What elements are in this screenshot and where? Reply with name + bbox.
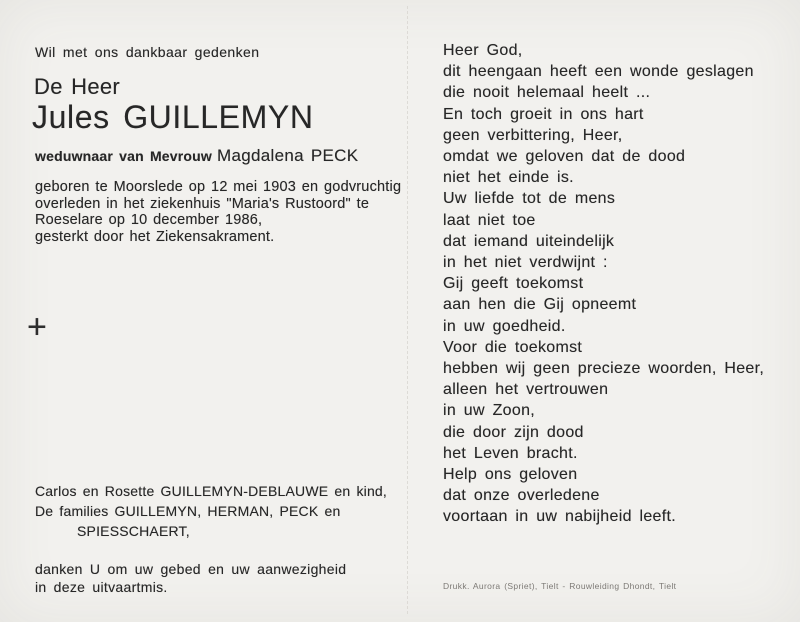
prayer-line: aan hen die Gij opneemt bbox=[443, 296, 637, 314]
prayer-line: in uw Zoon, bbox=[443, 402, 536, 420]
prayer-line: alleen het vertrouwen bbox=[443, 381, 609, 399]
deceased-name: Jules GUILLEMYN bbox=[32, 99, 314, 135]
prayer-line: Uw liefde tot de mens bbox=[443, 190, 616, 208]
prayer-line: in uw goedheid. bbox=[443, 317, 566, 335]
prayer-line: dat iemand uiteindelijk bbox=[443, 232, 615, 250]
biography-line: Roeselare op 10 december 1986, bbox=[35, 212, 263, 228]
prayer-line: die door zijn dood bbox=[443, 423, 584, 441]
prayer-line: laat niet toe bbox=[443, 211, 536, 229]
biography-paragraph bbox=[35, 179, 401, 245]
prayer-line: En toch groeit in ons hart bbox=[443, 105, 644, 123]
center-fold-line bbox=[407, 6, 408, 614]
prayer-line: Voor die toekomst bbox=[443, 338, 583, 356]
thanks-line: danken U om uw gebed en uw aanwezigheid bbox=[35, 561, 347, 577]
spouse-line bbox=[35, 146, 358, 166]
acknowledgement-paragraph bbox=[35, 481, 387, 541]
cross-icon: + bbox=[27, 308, 47, 346]
prayer-line: dat onze overledene bbox=[443, 487, 600, 505]
biography-line: geboren te Moorslede op 12 mei 1903 en godvruchtig bbox=[35, 179, 402, 195]
prayer-line: Help ons geloven bbox=[443, 466, 578, 484]
biography-line: gesterkt door het Ziekensakrament. bbox=[35, 228, 275, 245]
prayer-line: hebben wij geen precieze woorden, Heer, bbox=[443, 360, 765, 378]
prayer-line: Gij geeft toekomst bbox=[443, 275, 584, 293]
prayer-line: het Leven bracht. bbox=[443, 444, 578, 462]
acknowledgement-line: De families GUILLEMYN, HERMAN, PECK en bbox=[35, 503, 341, 519]
thanks-line: in deze uitvaartmis. bbox=[35, 579, 168, 595]
prayer-line: dit heengaan heeft een wonde geslagen bbox=[443, 63, 754, 81]
thanks-paragraph bbox=[35, 560, 346, 596]
biography-line: overleden in het ziekenhuis "Maria's Rustoord" te bbox=[35, 195, 370, 212]
acknowledgement-line: Carlos en Rosette GUILLEMYN-DEBLAUWE en kind, bbox=[35, 483, 388, 499]
prayer-line: die nooit helemaal heelt ... bbox=[443, 84, 651, 102]
prayer-text bbox=[443, 40, 764, 528]
acknowledgement-line: SPIESSCHAERT, bbox=[77, 523, 190, 539]
printer-credit: Drukk. Aurora (Spriet), Tielt - Rouwleiding Dhondt, Tielt bbox=[443, 581, 677, 591]
prayer-line: omdat we geloven dat de dood bbox=[443, 148, 686, 166]
honorific-line: De Heer bbox=[34, 74, 121, 99]
prayer-line: niet het einde is. bbox=[443, 169, 574, 187]
spouse-name: Magdalena PECK bbox=[217, 146, 359, 165]
prayer-line: voortaan in uw nabijheid leeft. bbox=[443, 508, 676, 526]
prayer-line: geen verbittering, Heer, bbox=[443, 126, 623, 144]
prayer-line: in het niet verdwijnt : bbox=[443, 254, 608, 272]
spouse-prefix: weduwnaar van Mevrouw bbox=[35, 148, 213, 164]
intro-line: Wil met ons dankbaar gedenken bbox=[35, 44, 260, 60]
prayer-line: Heer God, bbox=[443, 42, 523, 59]
